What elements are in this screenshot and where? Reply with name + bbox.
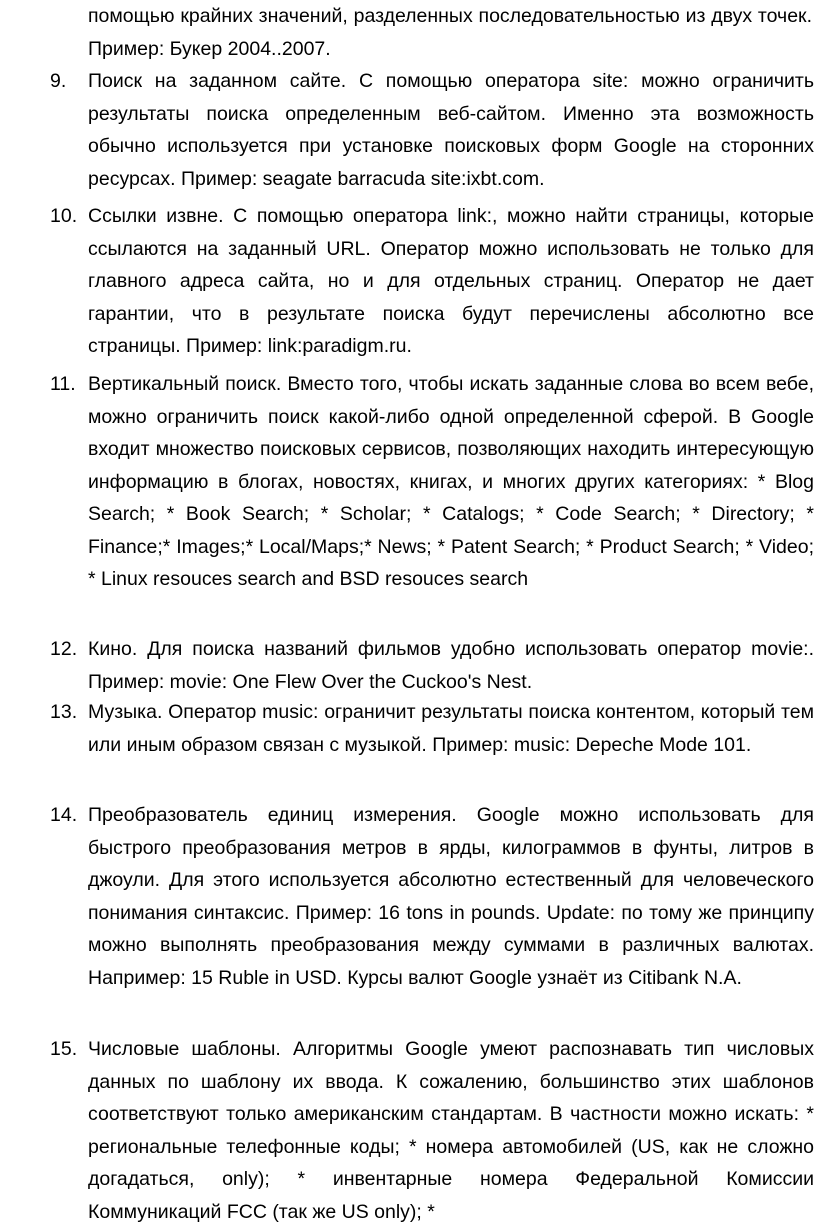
continuation-paragraph: помощью крайних значений, разделенных последовательностью из двух точек. Пример: Букер 2004..2007. xyxy=(88,5,812,60)
item-text: Музыка. Оператор music: ограничит результаты поиска контентом, который тем или иным образом связан с музыкой. Пример: music: Depeche Mode 101. xyxy=(88,701,814,756)
item-text: Поиск на заданном сайте. С помощью оператора site: можно ограничить результаты поиска определенным веб-сайтом. Именно эта возможность обычно используется при установке поисковых форм Google на сторонних ресурсах. Пример: seagate barracuda site:ixbt.com. xyxy=(88,70,814,190)
item-number: 13. xyxy=(50,701,78,723)
item-number: 14. xyxy=(50,804,78,826)
item-number: 15. xyxy=(50,1038,78,1060)
item-text: Преобразователь единиц измерения. Google можно использовать для быстрого преобразования метров в ярды, килограммов в фунты, литров в джоули. Для этого используется абсолютно естественный для человеческого понимания синтаксис. Пример: 16 tons in pounds. Update: по тому же принципу можно выполнять преобразования между суммами в различных валютах. Например: 15 Ruble in USD. Курсы валют Google узнаёт из Citibank N.A. xyxy=(88,804,814,989)
item-number: 9. xyxy=(50,70,67,92)
item-text: Вертикальный поиск. Вместо того, чтобы искать заданные слова во всем вебе, можно ограничить поиск какой-либо одной определенной сферой. В Google входит множество поисковых сервисов, позволяющих находить интересующую информацию в блогах, новостях, книгах, и многих других категориях: * Blog Search; * Book Search; * Scholar; * Catalogs; * Code Search; * Directory; * Finance;* Images;* Local/Maps;* News; * Patent Search; * Product Search; * Video; * Linux resouces search and BSD resouces search xyxy=(88,373,814,590)
item-number: 11. xyxy=(50,373,76,395)
item-text: Кино. Для поиска названий фильмов удобно использовать оператор movie:. Пример: movie: One Flew Over the Cuckoo's Nest. xyxy=(88,638,814,693)
item-text: Числовые шаблоны. Алгоритмы Google умеют распознавать тип числовых данных по шаблону их ввода. К сожалению, большинство этих шаблонов соответствуют только американским стандартам. В частности можно искать: * региональные телефонные коды; * номера автомобилей (US, как не сложно догадаться, only); * инвентарные номера Федеральной Комиссии Коммуникаций FCC (так же US only); * xyxy=(88,1038,814,1223)
item-text: Ссылки извне. С помощью оператора link:, можно найти страницы, которые ссылаются на заданный URL. Оператор можно использовать не только для главного адреса сайта, но и для отдельных страниц. Оператор не дает гарантии, что в результате поиска будут перечислены абсолютно все страницы. Пример: link:paradigm.ru. xyxy=(88,205,814,357)
item-number: 10. xyxy=(50,205,78,227)
item-number: 12. xyxy=(50,638,78,660)
